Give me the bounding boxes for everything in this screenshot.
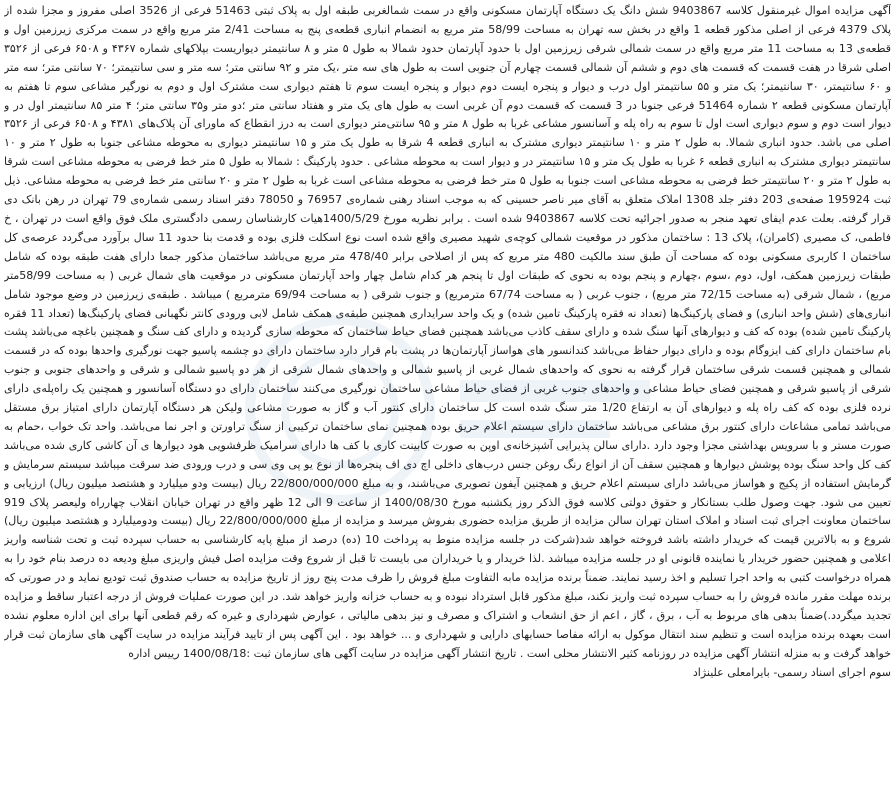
notice-body: آگهی مزایده اموال غیرمنقول کلاسه 9403867 شش دانگ یک دستگاه آپارتمان مسکونی واقع در سمت شمالغربی طبقه اول به پلاک ثبتی 51463 فرعی از 3526 اصلی مفروز و مجزا شده از پلاک 4379 فرعی از اصلی مذکور قطعه 1 واقع در بخش سه تهران به مساحت 58/99 متر مربع به انضمام انباری قطعه‌ی پنج به مساحت 2/41 متر مربع واقع در سمت مرکزی زیرزمین اول و قطعه‌ی 13 به مساحت 11 متر مربع واقع در سمت شمالی شرقی زیرزمین اول با حدود آپارتمان حدود شمالا به طول ۵ متر و ۸ سانتیمتر دیواریست بپلاکهای شماره ۴۳۶۷ و ۶۵۰۸ فرعی از ۳۵۲۶ اصلی شرقا در هفت قسمت که قسمت های دوم و ششم آن شمالی قسمت چهارم آن جنوبی است به طول های سه متر ،یک متر و ۹۲ سانتی متر؛ سه متر و سی سانتیمتر؛ ۷۰ سانتی متر؛ سه متر و ۶۰ سانتیمتر، ۳۰ سانتیمتر؛ یک متر و ۵۵ سانتیمتر اول درب و دیوار و پنجره ایست دوم دیوار و پنجره ایست سوم تا هفتم دیواری ست مشترک اول و دوم به نورگیر مشاعی سوم تا هفتم به آپارتمان مسکونی قطعه ۲ شماره 51464 فرعی جنوبا در 3 قسمت که قسمت دوم آن غربی است به طول های یک متر و هفتاد سانتی متر ؛دو متر و۳۵ سانتی متر؛ ۴ متر ۸۵ سانتیمتر اول در و دیوار است دوم و سوم دیواری است اول تا سوم به راه پله و آسانسور مشاعی غربا به طول ۸ متر و ۹۵ سانتی‌متر دیواری است به درز انقطاع که ماورای آن پلاک‌های ۴۳۸۱ و ۶۵۰۸ فرعی از ۳۵۲۶ اصلی می باشد. حدود انباری شمالا. به طول ۲ متر و ۱۰ سانتیمتر دیواری مشترک به انباری قطعه 4 شرقا به طول یک متر و ۱۵ سانتیمتر دیواری به محوطه مشاعی جنوبا به طول ۲ متر و ۱۰ سانتیمتر دیواری مشترک به انباری قطعه ۶ غربا به طول یک متر و ۱۵ سانتیمتر در و دیوار است به محوطه مشاعی . حدود پارکینگ : شمالا به طول ۵ متر خط فرضی به محوطه مشاعی است شرقا به طول ۲ متر و ۲۰ سانتیمتر خط فرضی به محوطه مشاعی است جنوبا به طول ۵ متر خط فرضی به محوطه مشاعی است غربا به طول ۲ متر و ۲۰ سانتی متر خط فرضی به محوطه مشاعی. ذیل ثبت 195924 صفحه‌ی 203 دفتر جلد 1308 املاک متعلق به آقای میر ناصر حسینی که به موجب اسناد رهنی شماره‌ی 76957 و 78050 دفتر اسناد رسمی شماره‌ی 79 تهران در رهن بانک دی قرار گرفته. بعلت عدم ایفای تعهد منجر به صدور اجرائیه تحت کلاسه 9403867 شده است . برابر نظریه مورخ 1400/5/29هیات کارشناسان رسمی دادگستری ملک فوق واقع است در تهران ، خ فاطمی، ک مصیری (کامران)، پلاک 13 : ساختمان مذکور در موقعیت شمالی کوچه‌ی شهید مصیری واقع شده است نوع اسکلت فلزی بوده و قدمت بنا حدود 11 سال برآورد می‌گردد عرصه‌ی کل ساختمان I کاربری مسکونی بوده که مساحت آن طبق سند مالکیت 480 متر مربع که پس از اصلاحی برابر 478/40 متر مربع می‌باشد ساختمان مذکور جمعا دارای هفت طبقه بوده که شامل طبقات زیرزمین همکف، اول، دوم ،سوم ،چهارم و پنجم بوده به نحوی که طبقات اول تا پنجم هر کدام شامل چهار واحد آپارتمان مسکونی در موقعیت های شمال غربی ( به مساحت 58/99متر مربع) ، شمال شرقی (به مساحت 72/15 متر مربع) ، جنوب غربی ( به مساحت 67/74 مترمربع) و جنوب شرقی ( به مساحت 69/94 مترمربع ) میباشد . طبقه‌ی زیرزمین در وضع موجود شامل انباری‌های (شش واحد انباری) و فضای پارکینگ‌ها (تعداد نه فقره پارکینگ تامین شده) و یک واحد سرایداری همچنین طبقه‌ی همکف شامل لابی ورودی کانتر نگهبانی فضای پارکینگ‌ها (تعداد 11 فقره پارکینگ تامین شده) بوده که کف و دیوارهای آنها سنگ شده و دارای سقف کاذب می‌باشد همچنین فضای حیاط ساختمان که محوطه سازی گردیده و دارای کف سنگ و همچنین باغچه می‌باشد پشت بام ساختمان دارای کف ایزوگام بوده و دارای دیوار حفاظ می‌باشد کندانسور های هواساز آپارتمان‌ها در پشت بام قرار دارد ساختمان دارای دو چشمه پاسیو جهت نورگیری واحدها بوده که در قسمت شمالی و همچنین قسمت شرقی ساختمان قرار گرفته به نحوی که واحدهای شمال غربی از پاسیو شمالی و واحدهای شمال شرقی از هر دو پاسیو شمالی و شرقی و واحدهای جنوبی و جنوب شرقی از پاسیو شرقی و همچنین فضای حیاط مشاعی و واحدهای جنوب غربی از فضای حیاط مشاعی ساختمان نورگیری می‌کنند ساختمان دارای دو دستگاه آسانسور و همچنین یک راه‌پله‌ی دارای نرده فلزی بوده که کف راه پله و دیوارهای آن به ارتفاع 1/20 متر سنگ شده است کل ساختمان دارای کنتور آب و گاز به صورت مشاعی ولیکن هر دستگاه آپارتمان دارای امتیاز برق مستقل می‌باشد تمامی مشاعات دارای کنتور برق مشاعی می‌باشد ساختمان دارای سیستم اعلام حریق بوده همچنین نمای ساختمان ترکیبی از سنگ تراورتن و اجر نما می‌باشد. واحد تک خواب ،حمام به صورت مستر و با سرویس بهداشتی مجزا وجود دارد .دارای سالن پذیرایی آشپزخانه‌ی اوپن به صورت کابینت کاری با کف ها دارای سرامیک ظرفشویی هود دیوارها ی آن کاشی کاری شده می‌باشد کف کل واحد سنگ بوده پوشش دیوارها و همچنین سقف آن از انواع رنگ روغن جنس درب‌های داخلی اچ دی اف پنجره‌ها از نوع یو پی وی سی و درب ورودی ضد سرقت میباشد سیستم سرمایش و گرمایش استفاده از پکیج و هواساز می‌باشد دارای سیستم اعلام حریق و همچنین آیفون تصویری می‌باشند، و به مبلغ 22/800/000/000 ریال (بیست ودو میلیارد و هشتصد میلیون ریال) ارزیابی و تعیین می شود. جهت وصول طلب بستانکار و حقوق دولتی کلاسه فوق الذکر روز یکشنبه مورخ 1400/08/30 از ساعت 9 الی 12 ظهر واقع در تهران خیابان انقلاب چهارراه ولیعصر پلاک 919 ساختمان معاونت اجرای ثبت اسناد و املاک استان تهران سالن مزایده از طریق مزایده حضوری بفروش میرسد و مزایده از مبلغ 22/800/000/000 ریال (بیست ودومیلیارد و هشتصد میلیون ریال) شروع و به بالاترین قیمت که خریدار داشته باشد فروخته خواهد شد(شرکت در جلسه مزایده منوط به پرداخت 10 (ده) درصد از مبلغ پایه کارشناسی به حساب سپرده ثبت و تحت شناسه واریز اعلامی و همچنین حضور خریدار یا نماینده قانونی او در جلسه مزایده میباشد .لذا خریدار و یا خریداران می بایست تا قبل از شروع وقت مزایده اصل فیش واریزی مبلغ ودیعه ده درصد بنام خود را به همراه درخواست کتبی به واحد اجرا تسلیم و اخذ رسید نمایند. ضمناً برنده مزایده مابه التفاوت مبلغ فروش را ظرف مدت پنج روز از تاریخ مزایده به حساب صندوق ثبت تودیع نماید و در صورتی که برنده مهلت مقرر مانده فروش را به حساب سپرده ثبت واریز نکند، مبلغ مذکور قابل استرداد نبوده و به حساب خزانه واریز خواهد شد. در این صورت عملیات فروش از درجه اعتبار ساقط و مزایده تجدید میگردد.)ضمناً بدهی های مربوط به آب ، برق ، گاز ، اعم از حق انشعاب و اشتراک و مصرف و نیز بدهی مالیاتی ، عوارض شهرداری و غیره که رقم قطعی آنها برای این اداره معلوم نشده است بعهده برنده مزایده است و تنظیم سند انتقال موکول به ارائه مفاصا حسابهای دارایی و شهرداری و ... خواهد بود . این آگهی پس از تایید فرآیند مزایده در سایت آگهی های سازمان ثبت قرار خواهد گرفت و به منزله انتشار آگهی مزایده در روزنامه کثیر الانتشار محلی است . تاریخ انتشار آگهی مزایده در سایت آگهی های سازمان ثبت :1400/08/18 رییس اداره <box>4 4 891 660</box>
notice-signature: سوم اجرای اسناد رسمی- بایرامعلی علینژاد <box>692 665 891 679</box>
auction-notice <box>4 2 891 789</box>
